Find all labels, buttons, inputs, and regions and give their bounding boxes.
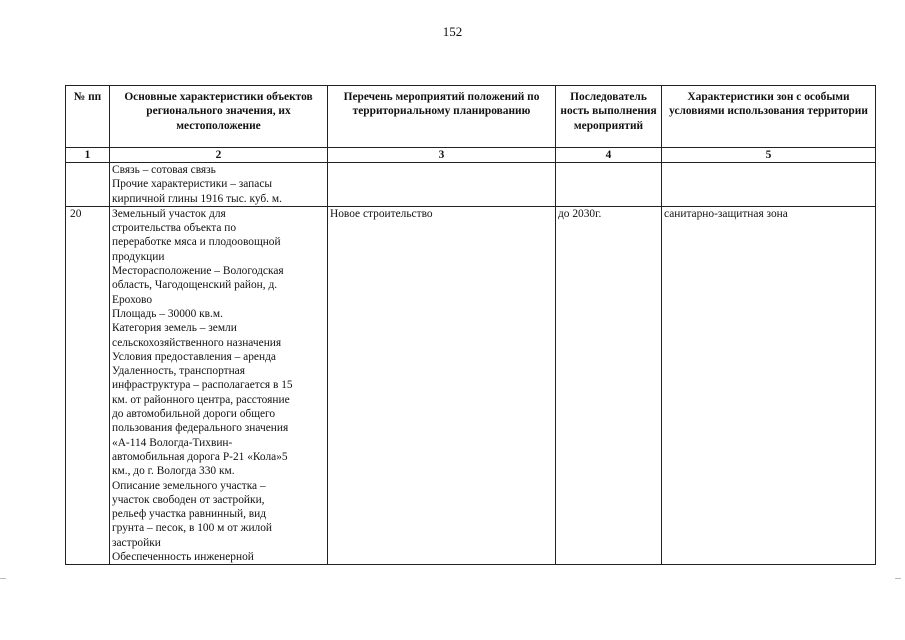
zone-text: санитарно-защитная зона bbox=[664, 207, 788, 220]
header-sequence: Последователь ность выполнения мероприятий bbox=[556, 86, 662, 148]
text-line: Условия предоставления – аренда bbox=[112, 350, 276, 363]
page-number: 152 bbox=[442, 24, 463, 39]
text-line: Описание земельного участка – bbox=[112, 479, 266, 492]
row-number-cell: 20 bbox=[66, 206, 110, 564]
text-line: рельеф участка равнинный, вид bbox=[112, 508, 267, 521]
text-line: грунта – песок, в 100 м от жилой bbox=[112, 522, 273, 535]
header-num: № пп bbox=[66, 86, 110, 148]
scan-margin-mark bbox=[0, 578, 6, 579]
text-line: кирпичной глины 1916 тыс. куб. м. bbox=[112, 192, 282, 205]
text-line: Площадь – 30000 кв.м. bbox=[112, 307, 223, 320]
column-number: 5 bbox=[662, 148, 876, 163]
text-line: переработке мяса и плодоовощной bbox=[112, 236, 281, 249]
text-line: до автомобильной дороги общего bbox=[112, 408, 276, 421]
text-line: сельскохозяйственного назначения bbox=[112, 336, 282, 349]
text-line: продукции bbox=[112, 250, 165, 263]
text-line: Категория земель – земли bbox=[112, 322, 237, 335]
deadline-cell bbox=[556, 163, 662, 207]
table-row-continued bbox=[66, 163, 876, 207]
text-line: Земельный участок для bbox=[112, 207, 226, 220]
territorial-planning-table bbox=[65, 85, 876, 565]
text-line: «А-114 Вологда-Тихвин- bbox=[112, 436, 233, 449]
deadline-text: до 2030г. bbox=[558, 207, 602, 220]
column-number: 4 bbox=[556, 148, 662, 163]
zone-cell bbox=[662, 163, 876, 207]
scan-margin-mark bbox=[895, 578, 901, 579]
text-line: инфраструктура – располагается в 15 bbox=[112, 379, 293, 392]
column-number: 1 bbox=[66, 148, 110, 163]
text-line: застройки bbox=[112, 536, 161, 549]
characteristics-cell bbox=[110, 206, 328, 564]
text-line: Удаленность, транспортная bbox=[112, 365, 245, 378]
row-number-cell bbox=[66, 163, 110, 207]
characteristics-cell bbox=[110, 163, 328, 207]
header-zones: Характеристики зон с особыми условиями использования территории bbox=[662, 86, 876, 148]
text-line: участок свободен от застройки, bbox=[112, 493, 265, 506]
header-measures: Перечень мероприятий положений по территориальному планированию bbox=[328, 86, 556, 148]
column-number: 2 bbox=[110, 148, 328, 163]
text-line: Прочие характеристики – запасы bbox=[112, 178, 273, 191]
text-line: Связь – сотовая связь bbox=[112, 164, 216, 176]
column-number-row bbox=[66, 148, 876, 163]
measure-text: Новое строительство bbox=[330, 207, 433, 220]
text-line: автомобильная дорога Р-21 «Кола»5 bbox=[112, 450, 288, 463]
text-line: км. от районного центра, расстояние bbox=[112, 393, 290, 406]
text-line: Месторасположение – Вологодская bbox=[112, 265, 284, 278]
text-line: строительства объекта по bbox=[112, 222, 237, 235]
zone-cell bbox=[662, 206, 876, 564]
table-header-row bbox=[66, 86, 876, 148]
measures-cell bbox=[328, 206, 556, 564]
measures-cell bbox=[328, 163, 556, 207]
deadline-cell bbox=[556, 206, 662, 564]
text-line: Ерохово bbox=[112, 293, 153, 306]
text-line: Обеспеченность инженерной bbox=[112, 551, 254, 564]
table-row bbox=[66, 206, 876, 564]
text-line: область, Чагодощенский район, д. bbox=[112, 279, 278, 292]
text-line: км., до г. Вологда 330 км. bbox=[112, 465, 235, 478]
header-characteristics: Основные характеристики объектов регионального значения, их местоположение bbox=[110, 86, 328, 148]
column-number: 3 bbox=[328, 148, 556, 163]
text-line: пользования федерального значения bbox=[112, 422, 289, 435]
